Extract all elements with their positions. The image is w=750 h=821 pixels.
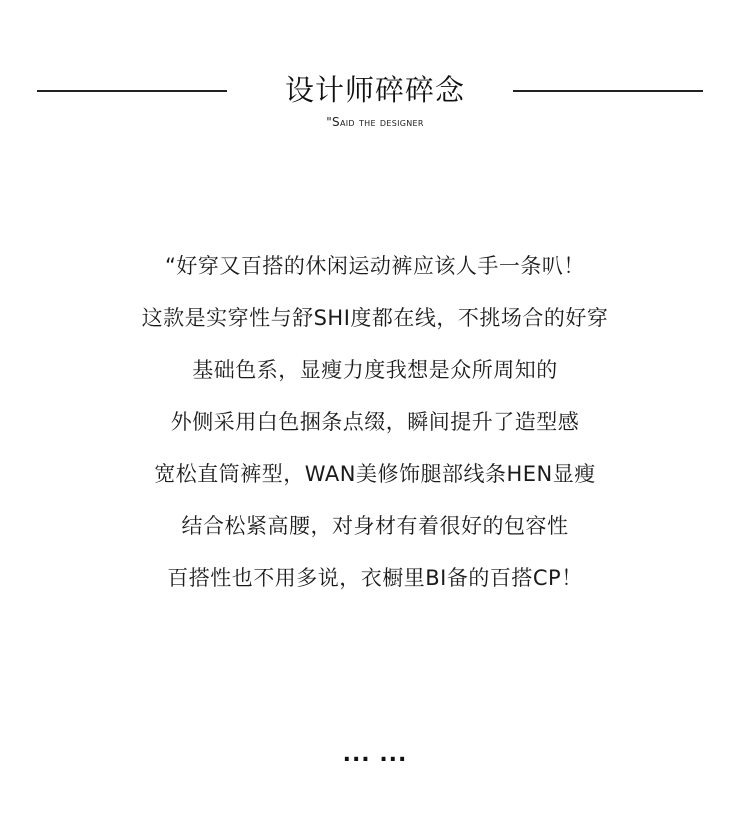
section-subtitle: "Said the designer [326,115,424,129]
section-header [0,70,750,130]
designer-note [0,240,750,604]
note-line-2: 这款是实穿性与舒SHI度都在线，不挑场合的好穿 [141,306,609,330]
section-title: 设计师碎碎念 [284,73,465,107]
note-line-6: 结合松紧高腰，对身材有着很好的包容性 [181,514,569,538]
note-line-7: 百搭性也不用多说，衣橱里BI备的百搭CP！ [167,566,583,590]
note-line-3: 基础色系，显瘦力度我想是众所周知的 [192,358,558,382]
note-line-5: 宽松直筒裤型，WAN美修饰腿部线条HEN显瘦 [154,462,596,486]
note-line-1: “好穿又百搭的休闲运动裤应该人手一条叭！ [165,254,585,278]
note-line-4: 外侧采用白色捆条点缀，瞬间提升了造型感 [170,410,580,434]
ellipsis-marker: ... ... [342,742,408,767]
